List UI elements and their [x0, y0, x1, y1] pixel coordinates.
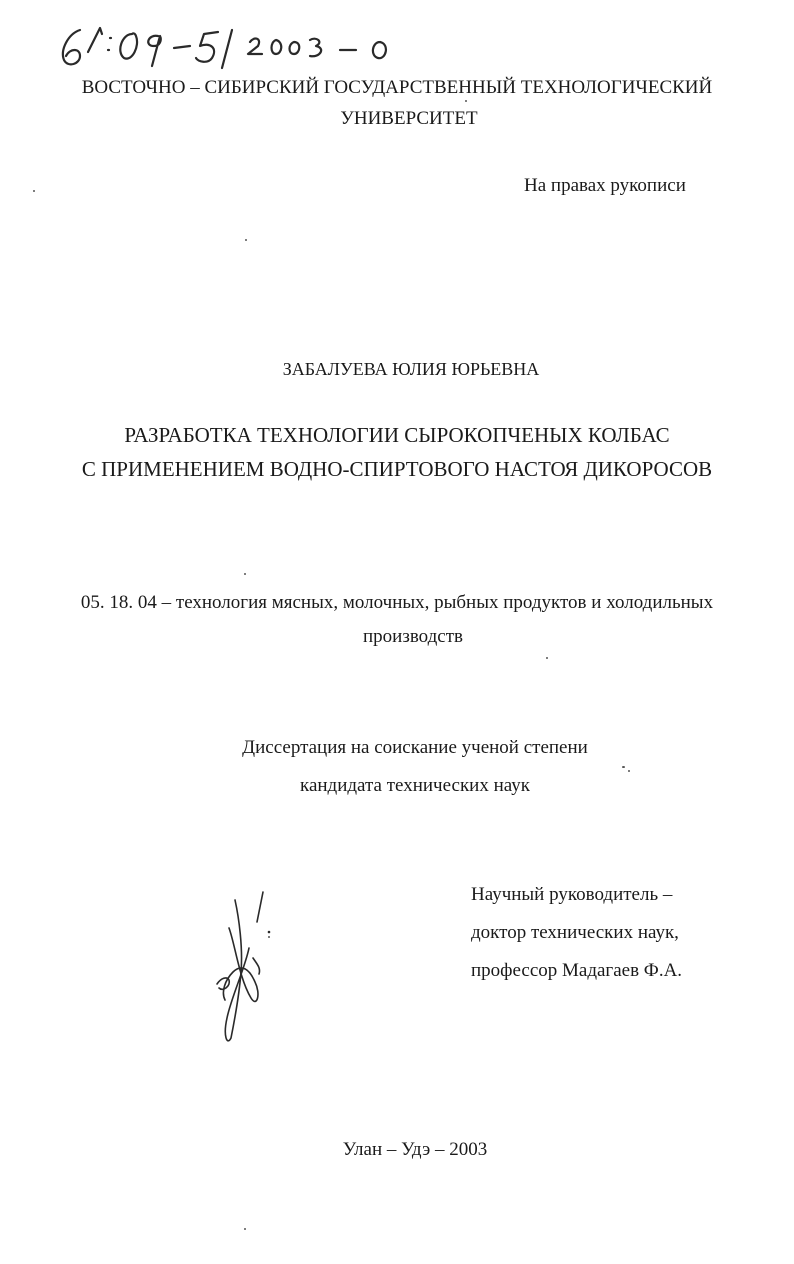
signature: [205, 888, 285, 1048]
scan-speck: [244, 1228, 246, 1230]
university-name-line1: ВОСТОЧНО – СИБИРСКИЙ ГОСУДАРСТВЕННЫЙ ТЕХНОЛОГИЧЕСКИЙ: [81, 77, 713, 98]
scan-speck: [33, 190, 35, 192]
dissertation-title-line2: С ПРИМЕНЕНИЕМ ВОДНО-СПИРТОВОГО НАСТОЯ ДИКОРОСОВ: [81, 457, 713, 481]
scan-speck: [628, 770, 630, 772]
supervisor-line2: доктор технических наук,: [471, 922, 679, 943]
author-name: ЗАБАЛУЕВА ЮЛИЯ ЮРЬЕВНА: [282, 359, 540, 379]
dissertation-title-line1: РАЗРАБОТКА ТЕХНОЛОГИИ СЫРОКОПЧЕНЫХ КОЛБАС: [124, 423, 670, 447]
university-name-line2: УНИВЕРСИТЕТ: [340, 108, 478, 129]
handwritten-catalog-number: [40, 12, 440, 72]
rights-note: На правах рукописи: [524, 175, 686, 196]
scan-speck: [268, 936, 270, 938]
scan-speck: [465, 100, 467, 102]
supervisor-line1: Научный руководитель –: [471, 884, 673, 905]
degree-line1: Диссертация на соискание ученой степени: [242, 737, 588, 758]
scan-speck: [546, 657, 548, 659]
scan-speck: [245, 239, 247, 241]
specialty-line1: 05. 18. 04 – технология мясных, молочных, рыбных продуктов и холодильных: [80, 592, 714, 613]
scan-speck: [622, 766, 625, 768]
city-and-year: Улан – Удэ – 2003: [342, 1139, 488, 1160]
degree-line2: кандидата технических наук: [300, 775, 530, 796]
supervisor-line3: профессор Мадагаев Ф.А.: [471, 960, 683, 981]
scan-speck: [244, 573, 246, 575]
specialty-line2: производств: [362, 626, 463, 647]
